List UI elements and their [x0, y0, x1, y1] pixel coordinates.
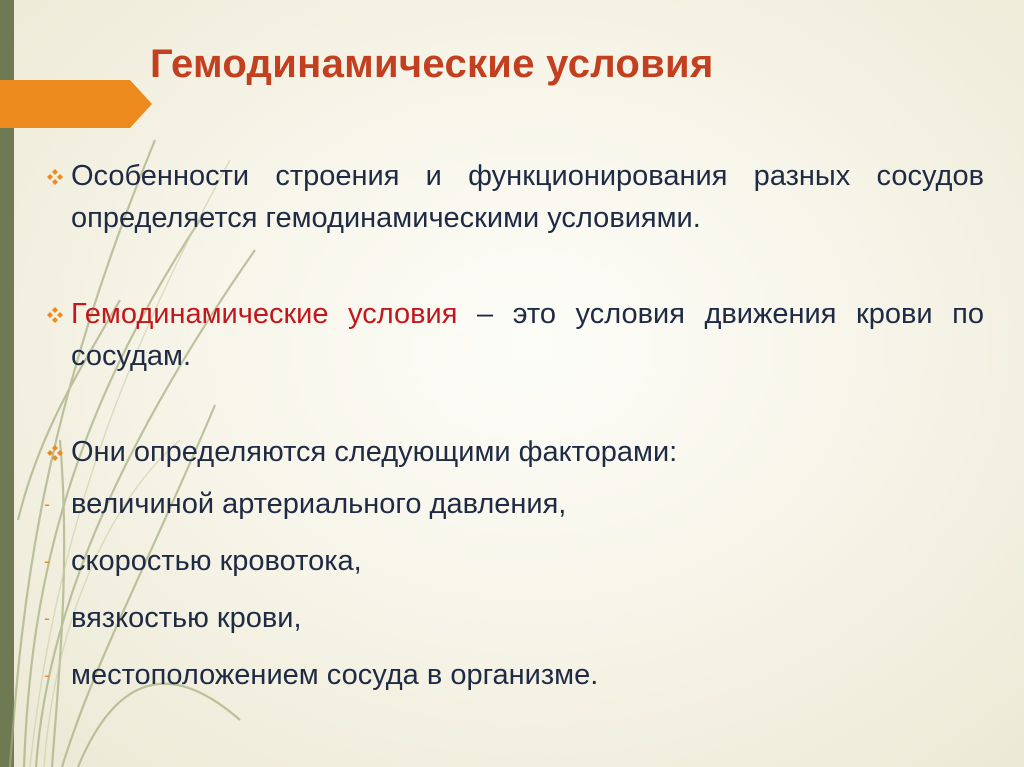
highlighted-term: Гемодинамические условия	[71, 298, 458, 330]
dash-marker: -	[44, 551, 50, 571]
title-accent-tab	[0, 80, 152, 128]
bullet-text: Особенности строения и функционирования разных сосудов определяется гемодинамическими условиями.	[71, 160, 984, 234]
slide-title: Гемодинамические условия	[150, 42, 714, 86]
four-diamond-bullet-icon	[47, 307, 63, 323]
bullet-point	[44, 155, 984, 239]
dash-marker: -	[44, 665, 50, 685]
bullet-text: – это условия движения крови по сосудам.	[71, 298, 984, 372]
list-item-text: величиной артериального давления,	[71, 488, 567, 520]
four-diamond-bullet-icon	[47, 445, 63, 461]
list-item	[44, 654, 984, 711]
bullet-point	[44, 293, 984, 377]
dash-marker: -	[44, 494, 50, 514]
factor-list	[44, 483, 984, 711]
list-item-text: местоположением сосуда в организме.	[71, 659, 599, 691]
list-item-text: скоростью кровотока,	[71, 545, 362, 577]
list-item	[44, 597, 984, 654]
four-diamond-bullet-icon	[47, 169, 63, 185]
dash-marker: -	[44, 608, 50, 628]
list-item-text: вязкостью крови,	[71, 602, 302, 634]
list-item	[44, 483, 984, 540]
bullet-point	[44, 431, 984, 473]
slide-content	[44, 155, 984, 711]
list-item	[44, 540, 984, 597]
bullet-text: Они определяются следующими факторами:	[71, 436, 678, 468]
